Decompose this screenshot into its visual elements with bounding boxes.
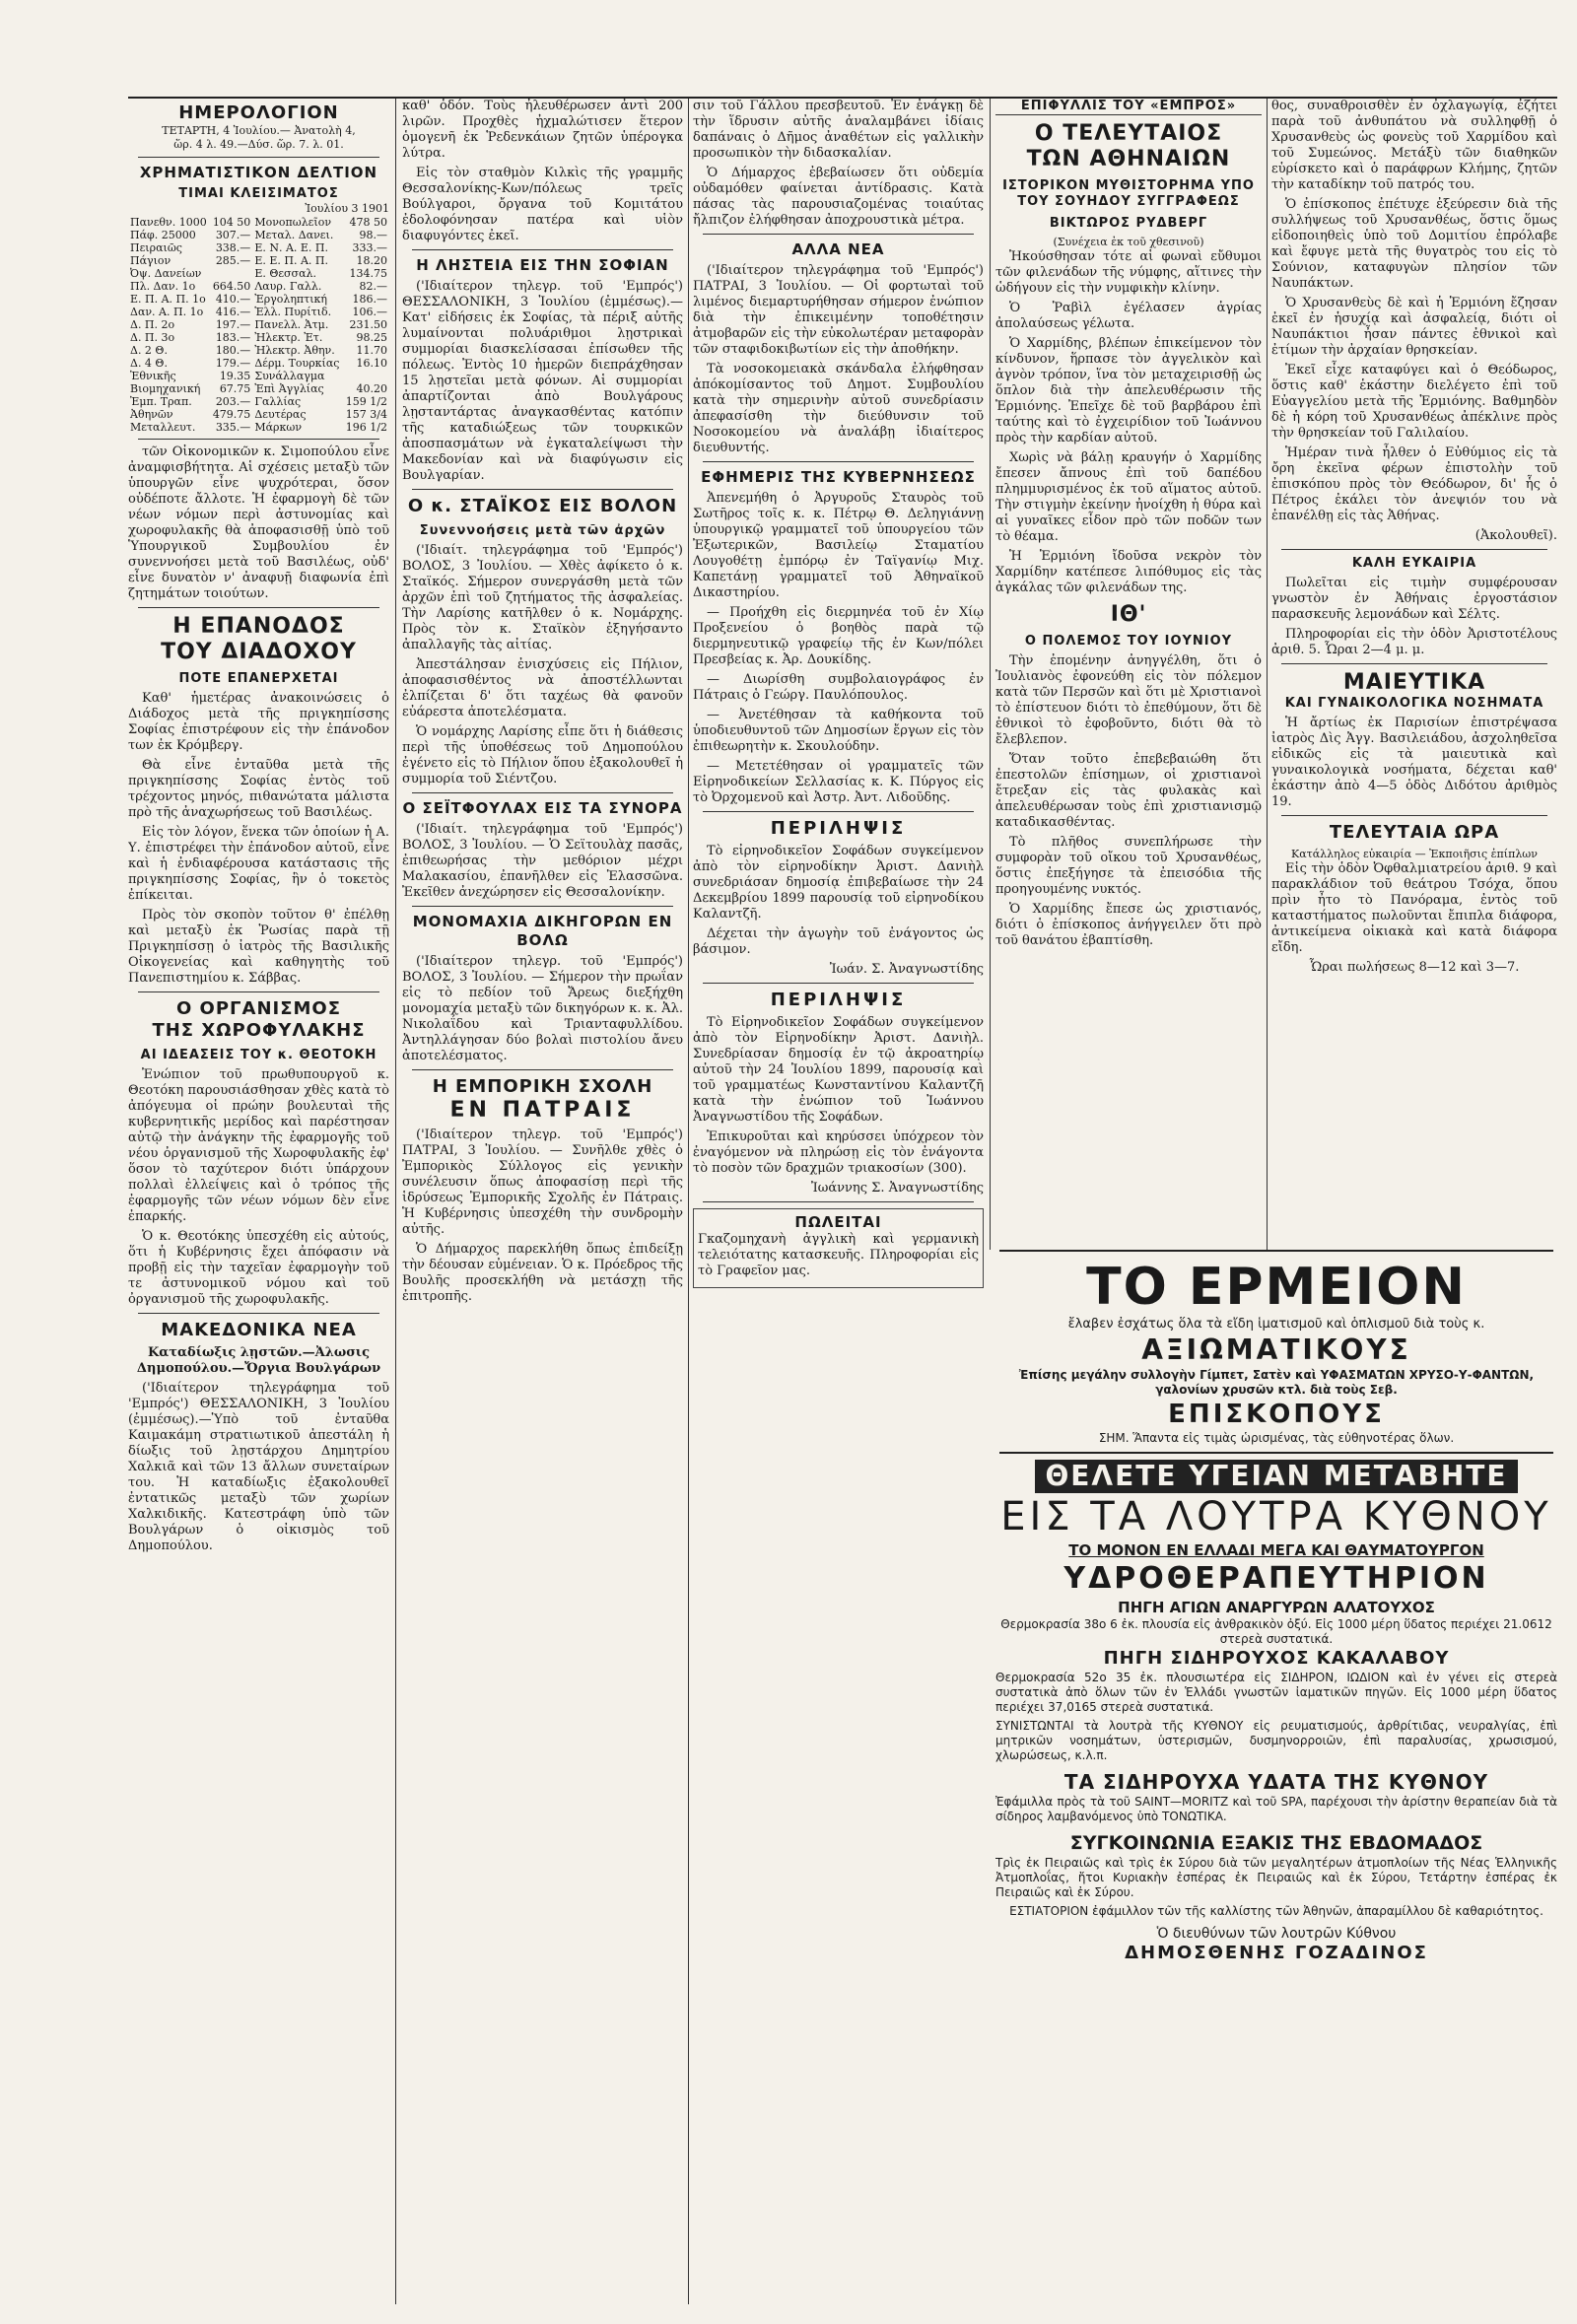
market-row: [128, 267, 389, 280]
ad-text: Ὧραι πωλήσεως 8—12 καὶ 3—7.: [1309, 960, 1520, 975]
market-row: [128, 408, 389, 421]
article-text: Ὁ Δήμαρχος ἐβεβαίωσεν ὅτι οὐδεμία οὐδαμόθεν φαίνεται ἀντίδρασις. Κατὰ πάσας τὰς παρουσιαζομένας τοιαύτας ἤλπιζον ἐλήφθησαν ἀποχρουστικὰ μέτρα.: [693, 166, 984, 228]
market-price: 335.—: [215, 421, 251, 434]
continuation-note: (Συνέχεια ἐκ τοῦ χθεσινοῦ): [1053, 236, 1204, 248]
date-line: ΤΕΤΑΡΤΗ, 4 Ἰουλίου.— Ἀνατολὴ 4,: [162, 124, 356, 137]
ad-title: ΤΕΛΕΥΤΑΙΑ ΩΡΑ: [1329, 822, 1500, 843]
market-price: 338.—: [215, 241, 251, 254]
article-text: Ὁ νομάρχης Λαρίσης εἶπε ὅτι ἡ διάθεσις περὶ τῆς ὑποθέσεως τοῦ Δημοπούλου ἐγένετο εἰς τὸ Πήλιον ὅπου ἐξακολουθεῖ ἡ συμμορία τοῦ Σιέντζου.: [402, 724, 683, 786]
market-row: [128, 370, 389, 382]
market-price: [210, 267, 252, 280]
article-text: Τὸ εἰρηνοδικεῖον Σοφάδων συγκείμενον ἀπὸ τὸν εἰρηνοδίκην Ἀριστ. Δανιὴλ συνεδριάσαν δημοσίᾳ ἐπιβεβαίωσε τὴν 24 Δεκεμβρίου 1899 παρουσίᾳ τοῦ εἰρηνοδίκου Καλαντζῆ.: [693, 844, 984, 922]
article-text: ('Ιδιαίτερον τηλεγράφημα τοῦ 'Εμπρός') ΠΑΤΡΑΙ, 3 Ἰουλίου. — Οἱ φορτωταὶ τοῦ λιμένος διεμαρτυρήθησαν σήμερον ἐνώπιον διὰ τὴν ἐπικειμένην τοποθέτησιν ἀτμοβαρῶν εἰς τὴν εὐκολωτέραν μεταφορὰν τῶν σταφιδοκιβωτίων εἰς τὴν ἀποθήκην.: [693, 263, 984, 357]
signature: Ἰωάννης Σ. Ἀναγνωστίδης: [810, 1181, 984, 1196]
market-row: [128, 293, 389, 306]
headline: ΜΟΝΟΜΑΧΙΑ ΔΙΚΗΓΟΡΩΝ ΕΝ ΒΟΛΩ: [412, 913, 673, 949]
market-security: Ἠλεκτρ. Ἐτ.: [254, 331, 323, 344]
article-text: τῶν Οἰκονομικῶν κ. Σιμοπούλου εἶνε ἀναμφισβήτητα. Αἱ σχέσεις μεταξὺ τῶν ὑπουργῶν εἶνε ψυχρότεραι, ὅσον οὐδέποτε ἄλλοτε. Ἡ ἐφαρμογὴ δὲ τῶν νέων νόμων περὶ ἀστυνομίας καὶ χωροφυλακῆς θὰ ἀποφασισθῇ ὑπὸ τοῦ Ὑπουργικοῦ Συμβουλίου ἐν συνεννοήσει μετὰ τοῦ Βασιλέως, οὐδ' εἶνε δυνατὸν ν' ἀναφυῇ διαφωνία ἐπὶ ζητημάτων τοιούτων.: [128, 444, 389, 601]
chapter-number: ΙΘ': [1110, 602, 1147, 627]
novel-title: Ο ΤΕΛΕΥΤΑΙΟΣ: [1034, 121, 1223, 146]
market-price: 197.—: [215, 318, 251, 331]
novel-title: ΤΩΝ ΑΘΗΝΑΙΩΝ: [1026, 147, 1231, 171]
article-text: Καθ' ἡμετέρας ἀνακοινώσεις ὁ Διάδοχος μετὰ τῆς πριγκηπίσσης Σοφίας ἐπιστρέφουν εἰς τὴν ἐπάνοδον των ἐκ Κρόμβεργ.: [128, 691, 389, 753]
article-text: ('Ιδιαίτερον τηλεγράφημα τοῦ 'Εμπρός') ΘΕΣΣΑΛΟΝΙΚΗ, 3 Ἰουλίου (ἐμμέσως).—Ὑπὸ τοῦ ἐνταῦθα Καιμακάμη στρατιωτικοῦ ἀπεστάλη ἡ δίωξις τοῦ λῃστάρχου Δημητρίου Χαλκιᾶ καὶ τῶν 13 ἄλλων συνεταίρων του. Ἡ καταδίωξις ἐξακολουθεῖ ἐντατικῶς μεταξὺ τῶν χωρίων Χαλκιδικῆς. Κατεστράφη ὑπὸ τῶν Βουλγάρων ὁ οἰκισμὸς τοῦ Δημοπούλου.: [128, 1381, 389, 1553]
ad-iron-waters: ΤΑ ΣΙΔΗΡΟΥΧΑ ΥΔΑΤΑ ΤΗΣ ΚΥΘΝΟΥ: [1063, 1770, 1489, 1794]
market-security: Μάρκων: [254, 421, 303, 434]
column-5: [1271, 99, 1557, 1222]
headline: Ο ΣΕΪΤΦΟΥΛΑΧ ΕΙΣ ΤΑ ΣΥΝΟΡΑ: [402, 799, 683, 817]
market-price: 82.—: [359, 280, 387, 293]
market-date: Ἰουλίου 3 1901: [305, 202, 389, 215]
ad-officers: ΑΞΙΩΜΑΤΙΚΟΥΣ: [1141, 1333, 1411, 1366]
ad-connection-text: Τρὶς ἐκ Πειραιῶς καὶ τρὶς ἐκ Σύρου διὰ τῶν μεγαλητέρων ἀτμοπλοίων τῆς Νέας Ἑλληνικῆς Ἀτμοπλοΐας, ἤτοι Κυριακὴν ἐσπέρας ἐκ Πειραιῶς καὶ ἐκ Σύρου, Τετάρτην ἑσπέρας ἐκ Πειραιῶς καὶ ἐκ Σύρου.: [995, 1856, 1557, 1899]
market-security: Πάφ. 25000: [130, 229, 196, 241]
market-price: 479.75: [212, 408, 251, 421]
market-security: Πανελλ. Ἀτμ.: [254, 318, 329, 331]
article-text: ('Ιδιαίτ. τηλεγράφημα τοῦ 'Εμπρός') ΒΟΛΟΣ, 3 Ἰουλίου. — Ὁ Σεϊτουλὰχ πασᾶς, ἐπιθεωρήσας τὴν μεθόριον μέχρι Μαλακασίου, ἐπανῆλθεν εἰς Ἐλασσῶνα. Ἐκεῖθεν ἀνεχώρησεν εἰς Θεσσαλονίκην.: [402, 822, 683, 900]
market-price: 307.—: [215, 229, 251, 241]
market-security: Μεταλλευτ.: [130, 421, 196, 434]
article-text: Πρὸς τὸν σκοπὸν τοῦτον θ' ἐπέλθῃ καὶ μεταξὺ ἐκ Ῥωσίας παρὰ τῇ Πριγκηπίσσῃ ὁ ἰατρὸς τῆς Βασιλικῆς Οἰκογενείας καὶ καθηγητὴς τοῦ Πανεπιστημίου κ. Σάββας.: [128, 908, 389, 986]
market-price: 18.20: [356, 254, 387, 267]
article-text: Τὸ πλῆθος συνεπλήρωσε τὴν συμφορὰν τοῦ οἴκου τοῦ Χρυσανθέως, ὅστις ἐπεξήγησε τὰ ἐπεισόδια τῆς προηγουμένης νυκτός.: [995, 835, 1262, 897]
headline: Ο κ. ΣΤΑΪΚΟΣ ΕΙΣ ΒΟΛΟΝ: [407, 496, 678, 516]
continuation-note: (Ἀκολουθεῖ).: [1474, 528, 1557, 543]
market-security: Λαυρ. Γαλλ.: [254, 280, 322, 293]
ad-ermeion-title: ΤΟ ΕΡΜΕΙΟΝ: [1086, 1258, 1467, 1317]
market-row: [128, 421, 389, 434]
market-row: [128, 331, 389, 344]
market-security: Ἠλεκτρ. Ἀθην.: [254, 344, 335, 357]
time-line: ὥρ. 4 λ. 49.—Δύσ. ὥρ. 7. λ. 01.: [173, 138, 344, 151]
article-text: Θὰ εἶνε ἐνταῦθα μετὰ τῆς πριγκηπίσσης Σοφίας ἐντὸς τοῦ τρέχοντος μηνός, πιθανώτατα μάλιστα πρὸ τῆς ἀναχωρήσεως τοῦ Βασιλέως.: [128, 758, 389, 820]
article-text: Ὁ ἐπίσκοπος ἐπέτυχε ἐξεύρεσιν διὰ τῆς συλλήψεως τοῦ Χρυσανθέως, ὅστις ὅμως εἰδοποιηθεὶς ὑπὸ τοῦ Δομιτίου ἐπρόλαβε καὶ ἔφυγε μετὰ τῆς θυγατρὸς του εἰς τὸ Σούνιον, καταφυγὼν πλησίον τῶν Ναυπάκτων.: [1271, 197, 1557, 291]
market-security: Ε. Ε. Π. Α. Π.: [254, 254, 328, 267]
ad-subtitle: Κατάλληλος εὐκαιρία — Ἐκποιῆσις ἐπίπλων: [1291, 848, 1538, 860]
column-rule: [395, 99, 396, 2304]
subheadline: ΑΙ ΙΔΕΑΣΕΙΣ ΤΟΥ κ. ΘΕΟΤΟΚΗ: [140, 1048, 377, 1062]
ad-spring-2: ΠΗΓΗ ΣΙΔΗΡΟΥΧΟΣ ΚΑΚΑΛΑΒΟΥ: [1103, 1648, 1450, 1669]
ad-unique: ΤΟ ΜΟΝΟΝ ΕΝ ΕΛΛΑΔΙ ΜΕΓΑ ΚΑΙ ΘΑΥΜΑΤΟΥΡΓΟΝ: [1068, 1541, 1484, 1559]
market-price: 157 3/4: [345, 408, 387, 421]
market-price: 416.—: [215, 306, 251, 318]
article-text: καθ' ὁδόν. Τοὺς ἠλευθέρωσεν ἀντὶ 200 λιρῶν. Προχθὲς ἠχμαλώτισεν ἕτερον ὁμογενῆ ἐκ Ῥεδενκάιων ζητῶν ὑπέρογκα λύτρα.: [402, 99, 683, 161]
ad-baths-title: ΕΙΣ ΤΑ ΛΟΥΤΡΑ ΚΥΘΝΟΥ: [1000, 1494, 1552, 1539]
market-price: 180.—: [215, 344, 251, 357]
market-price: 410.—: [215, 293, 251, 306]
market-price: 11.70: [356, 344, 387, 357]
article-text: Εἰς τὸν σταθμὸν Κιλκὶς τῆς γραμμῆς Θεσσαλονίκης-Κων/πόλεως τρεῖς Βούλγαροι, ὄργανα τοῦ Κομιτάτου ἐδολοφόνησαν πατέρα καὶ υἱὸν διαφυγόντες ἐκεῖ.: [402, 166, 683, 243]
market-security: Συνάλλαγμα: [254, 370, 325, 382]
article-text: Ὅταν τοῦτο ἐπεβεβαιώθη ὅτι ἐπεστολῶν ἐπίσημων, οἱ χριστιανοὶ ἔτρεξαν εἰς τὰς φυλακὰς καὶ ἀπελευθέρωσαν τοὺς ἐπὶ χριστιανισμῷ καταδικασθέντας.: [995, 752, 1262, 830]
ad-spring-2-text: Θερμοκρασία 52ο 35 ἐκ. πλουσιωτέρα εἰς ΣΙΔΗΡΟΝ, ΙΩΔΙΟΝ καὶ ἐν γένει εἰς στερεὰ συστατικὰ ἀπὸ ὅλων τῶν ἐν Ἑλλάδι γνωστῶν ἰαματικῶν πηγῶν. Εἰς 1000 μέρη ὕδατος περιέχει 37,0165 στερεὰ συστατικά.: [995, 1671, 1557, 1714]
article-text: σιν τοῦ Γάλλου πρεσβευτοῦ. Ἐν ἐνάγκῃ δὲ τὴν ἵδρυσιν αὐτῆς ἀναλαμβάνει ἰδίαις δαπάναις ὁ Δῆμος ἀναθέτων εἰς γαλλικὴν προσωπικὸν τὴν διδασκαλίαν.: [693, 99, 984, 161]
market-security: Γαλλίας: [254, 395, 302, 408]
ad-box: [693, 1208, 984, 1288]
ad-title: ΠΩΛΕΙΤΑΙ: [794, 1213, 882, 1231]
market-price: 98.—: [359, 229, 387, 241]
market-row: [128, 382, 389, 395]
column-1: [128, 103, 389, 2300]
ad-title: ΚΑΛΗ ΕΥΚΑΙΡΙΑ: [1351, 556, 1477, 571]
headline: Ο ΟΡΓΑΝΙΣΜΟΣ: [175, 998, 342, 1019]
ad-text: Πωλεῖται εἰς τιμὴν συμφέρουσαν γνωστὸν ἐν Ἀθήναις ἐργοστάσιον παρασκευῆς λεμονάδων καὶ Σέλτς.: [1271, 576, 1557, 622]
market-security: Δαν. Α. Π. 1ο: [130, 306, 204, 318]
market-price: 285.—: [215, 254, 251, 267]
headline: Η ΕΠΑΝΟΔΟΣ: [172, 614, 345, 639]
market-row: [128, 357, 389, 370]
market-price: 231.50: [349, 318, 387, 331]
article-text: Τὸ Εἰρηνοδικεῖον Σοφάδων συγκείμενον ἀπὸ τὸν Εἰρηνοδίκην Ἀριστ. Δανιὴλ. Συνεδρίασαν δημοσίᾳ ἐν τῷ ἀκροατηρίῳ αὐτοῦ τὴν 24 Ἰουλίου 1899, παρουσίᾳ καὶ τοῦ γραμματέως Κωνσταντίνου Καλαντζῆ κατὰ τὴν ἐνώπιον τοῦ Ἰωάννου Ἀναγνωστίδου τῆς Σοφάδων.: [693, 1015, 984, 1125]
market-title: ΧΡΗΜΑΤΙΣΤΙΚΟΝ ΔΕΛΤΙΟΝ: [139, 164, 378, 181]
article-text: Ἐπικυροῦται καὶ κηρύσσει ὑπόχρεον τὸν ἐναγόμενον νὰ πληρώσῃ εἰς τὸν ἐνάγοντα τὸ ποσὸν τῶν δραχμῶν τριακοσίων (300).: [693, 1129, 984, 1176]
market-row: [128, 280, 389, 293]
subheadline: ΠΟΤΕ ΕΠΑΝΕΡΧΕΤΑΙ: [178, 671, 339, 686]
headline: ΤΟΥ ΔΙΑΔΟΧΟΥ: [161, 640, 357, 664]
market-security: Πανεθν. 1000: [130, 216, 207, 229]
novel-author: ΒΙΚΤΩΡΟΣ ΡΥΔΒΕΡΓ: [1049, 216, 1208, 231]
novel-subtitle: ΙΣΤΟΡΙΚΟΝ ΜΥΘΙΣΤΟΡΗΜΑ ΥΠΟ ΤΟΥ ΣΟΥΗΔΟΥ ΣΥΓΓΡΑΦΕΩΣ: [1002, 178, 1255, 209]
article-text: Εἰς τὸν λόγον, ἕνεκα τῶν ὁποίων ἡ Α. Υ. ἐπιστρέφει τὴν ἐπάνοδον αὐτοῦ, εἶνε καὶ ἡ ἐνδιαφέρουσα κατάστασις τῆς πριγκηπίσσης Σοφίας, ἣν ὁ τοκετὸς ἐπίκειται.: [128, 825, 389, 903]
ad-health-title: ΘΕΛΕΤΕ ΥΓΕΙΑΝ ΜΕΤΑΒΗΤΕ: [1035, 1460, 1518, 1493]
article-text: θος, συναθροισθὲν ἐν ὀχλαγωγίᾳ, ἐζήτει παρὰ τοῦ ἀνθυπάτου νὰ συλληφθῇ ὁ Χρυσανθεὺς ὡς φονεὺς τοῦ Χαρμίδου καὶ τοῦ Συμεώνος. Μετάξὺ τῶν διαθηκῶν εὑρίσκετο καὶ ὁ παράφρων Κλήμης, ζητῶν τὴν καταδίκην τοῦ πατρός του.: [1271, 99, 1557, 192]
column-4: [995, 99, 1262, 1222]
article-subtitle: Καταδίωξις λῃστῶν.—Ἀλωσις Δημοπούλου.—Ὄργια Βουλγάρων: [136, 1345, 381, 1376]
column-2: [402, 99, 683, 2296]
market-price: 664.50: [212, 280, 251, 293]
headline: ΠΕΡΙΛΗΨΙΣ: [770, 990, 907, 1010]
article-text: ('Ιδιαίτ. τηλεγράφημα τοῦ 'Εμπρός') ΒΟΛΟΣ, 3 Ἰουλίου. — Χθὲς ἀφίκετο ὁ κ. Σταϊκός. Σήμερον συνεργάσθη μετὰ τῶν ἀρχῶν ἐπὶ τοῦ ζητήματος τῆς ἀσφαλείας. Τὴν Λαρίσης κατῆλθεν ὁ κ. Νομάρχης. Πρὸς τὸν κ. Σταϊκὸν ἐξηγήσαντο ἀπαλλαγῆς τὰς αἰτίας.: [402, 543, 683, 652]
market-row: [128, 216, 389, 229]
ad-director-name: ΔΗΜΟΣΘΕΝΗΣ ΓΟΖΑΔΙΝΟΣ: [1125, 1943, 1428, 1963]
market-security: Ἐθνικῆς: [130, 370, 176, 382]
ad-subtitle: ΚΑΙ ΓΥΝΑΙΚΟΛΟΓΙΚΑ ΝΟΣΗΜΑΤΑ: [1284, 696, 1544, 711]
article-text: Ἐκεῖ εἶχε καταφύγει καὶ ὁ Θεόδωρος, ὅστις καθ' ἑκάστην διελέγετο ἐπὶ τοῦ Εὐαγγελίου μετὰ τῆς Ἑρμιόνης. Βαθμηδὸν δὲ ἡ κόρη τοῦ Χρυσανθέως ἀπέκλινε πρὸς τὴν θρησκείαν τοῦ Γαλιλαίου.: [1271, 363, 1557, 441]
market-price: 186.—: [352, 293, 387, 306]
article-text: — Διωρίσθη συμβολαιογράφος ἐν Πάτραις ὁ Γεώργ. Παυλόπουλος.: [693, 672, 984, 703]
market-price: 478 50: [349, 216, 387, 229]
article-text: Ἀπενεμήθη ὁ Ἀργυροῦς Σταυρὸς τοῦ Σωτῆρος τοῖς κ. κ. Πέτρῳ Θ. Δεληγιάννῃ ὑπουργικῷ γραμματεῖ τοῦ ὑπουργείου τῶν Ἐξωτερικῶν, Βασιλείῳ Σταματίου Λουγοθέτῃ ἐμπόρῳ ἐν Ταϊγανίῳ Μιχ. Καπετάνῃ γραμματεῖ τοῦ Ἀθηναϊκοῦ Δικαστηρίου.: [693, 491, 984, 600]
market-price: 134.75: [349, 267, 387, 280]
ad-director-label: Ὁ διευθύνων τῶν λουτρῶν Κύθνου: [1156, 1926, 1397, 1942]
market-price: 67.75: [219, 382, 251, 395]
ad-ermeion-sub: ἔλαβεν ἐσχάτως ὅλα τὰ εἴδη ἱματισμοῦ καὶ ὁπλισμοῦ διὰ τοὺς κ.: [1067, 1317, 1485, 1332]
ad-recommended: ΣΥΝΙΣΤΩΝΤΑΙ τὰ λουτρὰ τῆς ΚΥΘΝΟΥ εἰς ρευματισμούς, ἀρθρίτιδας, νευραλγίας, ἐπὶ μητρικῶν νοσημάτων, ὑστερισμῶν, δυσμηνορροιῶν, ἐπὶ παραλυσίας, χρωσισμού, χλωρώσεως, κ.λ.π.: [995, 1719, 1557, 1762]
ad-title: ΜΑΙΕΥΤΙΚΑ: [1342, 670, 1486, 695]
article-text: Δέχεται τὴν ἀγωγὴν τοῦ ἐνάγοντος ὡς βάσιμον.: [693, 926, 984, 957]
ad-bishops-note: ΣΗΜ. Ἅπαντα εἰς τιμὰς ὡρισμένας, τὰς εὐθηνοτέρας ὅλων.: [1098, 1431, 1455, 1445]
market-security: Δέρμ. Τουρκίας: [254, 357, 340, 370]
headline: ΤΗΣ ΧΩΡΟΦΥΛΑΚΗΣ: [152, 1020, 366, 1041]
ad-text: Πληροφορίαι εἰς τὴν ὁδὸν Ἀριστοτέλους ἀριθ. 5. Ὧραι 2—4 μ. μ.: [1271, 627, 1557, 657]
market-security: Ἀθηνῶν: [130, 408, 173, 421]
signature: Ἰωάν. Σ. Ἀναγνωστίδης: [829, 962, 984, 977]
market-security: Ἐμπ. Τραπ.: [130, 395, 192, 408]
market-security: Δ. Π. 3ο: [130, 331, 175, 344]
article-text: Ἡ Ἑρμιόνη ἴδοῦσα νεκρὸν τὸν Χαρμίδην κατέπεσε λιπόθυμος εἰς τὰς ἀγκάλας τῶν φιλενάδων της.: [995, 549, 1262, 595]
article-text: — Μετετέθησαν οἱ γραμματεῖς τῶν Εἰρηνοδικείων Σελλασίας κ. Κ. Πύργος εἰς τὸ Ὀρχομενοῦ καὶ Ἀστρ. Ἀντ. Λιδοῦδης.: [693, 759, 984, 805]
ad-restaurant: ΕΣΤΙΑΤΟΡΙΟΝ ἐφάμιλλον τῶν τῆς καλλίστης τῶν Ἀθηνῶν, ἀπαραμίλλου δὲ καθαριότητος.: [1009, 1904, 1543, 1918]
market-security: Πάγιον: [130, 254, 171, 267]
headline: ΕΝ ΠΑΤΡΑΙΣ: [449, 1098, 636, 1123]
market-security: Ἐργοληπτική: [254, 293, 328, 306]
market-row: [128, 229, 389, 241]
market-security: Ε. Π. Α. Π. 1ο: [130, 293, 206, 306]
headline: ΕΦΗΜΕΡΙΣ ΤΗΣ ΚΥΒΕΡΝΗΣΕΩΣ: [701, 468, 976, 486]
article-text: ('Ιδιαίτερον τηλεγρ. τοῦ 'Εμπρός') ΘΕΣΣΑΛΟΝΙΚΗ, 3 Ἰουλίου (ἐμμέσως).—Κατ' εἰδήσεις ἐκ Σοφίας, τὰ πέριξ αὐτῆς λυμαίνονται πολυάριθμοι λῃστρικαὶ συμμορίαι διασκελίσασαι ἐπίσωθεν τῆς πόλεως. Ἐντὸς 10 ἡμερῶν διεπράχθησαν 15 λῃστεῖαι μετὰ φόνων. Αἱ συμμορίαι ἀπαρτίζονται ἀπὸ Βουλγάρους λῃσταντάρτας ἀναγκασθέντας κατόπιν τῆς καταδιώξεως τῶν τουρκικῶν ἀποσπασμάτων νὰ ἐγκαταλείψωσι τὴν Μακεδονίαν καὶ νὰ διαφύγωσιν εἰς Βουλγαρίαν.: [402, 279, 683, 483]
chapter-title: Ο ΠΟΛΕΜΟΣ ΤΟΥ ΙΟΥΝΙΟΥ: [1024, 634, 1233, 649]
market-security: Δ. 4 Θ.: [130, 357, 168, 370]
column-3: [693, 99, 984, 2296]
column-rule: [990, 99, 991, 1250]
market-price: [343, 370, 389, 382]
market-row: [128, 241, 389, 254]
article-text: Τὰ νοσοκομειακὰ σκάνδαλα ἐλήφθησαν ἀπόκομίσαντος τοῦ Δημοτ. Συμβουλίου κατὰ τὴν σημερινὴν αὐτοῦ συνεδρίασιν ἀπεφασίσθη τὴν διεύθυνσιν τοῦ Νοσοκομείου νὰ ἀναλάβῃ ἰδιαίτερος διευθυντής.: [693, 362, 984, 455]
market-price: 40.20: [356, 382, 387, 395]
article-text: Ἐνώπιον τοῦ πρωθυπουργοῦ κ. Θεοτόκη παρουσιάσθησαν χθὲς κατὰ τὸ ἀπόγευμα οἱ πρώην βουλευταὶ τῆς κυβερνητικῆς μερίδος καὶ παρέστησαν αὐτῷ τὴν ἀνάγκην τῆς ἐφαρμογῆς τοῦ νέου ὀργανισμοῦ τῆς Χωροφυλακῆς ἐφ' ὅσον τὸ ταχύτερον διότι ὑπάρχουν πολλαὶ ἐλλείψεις καὶ ὁ τρόπος τῆς ἐφαρμογῆς τῶν νέων νόμων δὲν εἶνε ἐπαρκής.: [128, 1067, 389, 1224]
article-text: Ὁ κ. Θεοτόκης ὑπεσχέθη εἰς αὐτούς, ὅτι ἡ Κυβέρνησις ἔχει ἀπόφασιν νὰ προβῇ εἰς τὴν ταχεῖαν ἐφαρμογὴν τοῦ τε ἀστυνομικοῦ νόμου καὶ τοῦ ὀργανισμοῦ τῆς χωροφυλακῆς.: [128, 1229, 389, 1307]
market-row: [128, 344, 389, 357]
market-price: 183.—: [215, 331, 251, 344]
market-security: Πειραιῶς: [130, 241, 182, 254]
market-price: 98.25: [356, 331, 387, 344]
ad-officers-sub: Ἐπίσης μεγάλην συλλογὴν Γίμπετ, Σατὲν καὶ ΥΦΑΣΜΑΤΩΝ ΧΡΥΣΟ-Υ-ΦΑΝΤΩΝ, γαλονίων χρυσῶν κτλ. διὰ τοὺς Σεβ.: [1018, 1368, 1535, 1397]
ad-bishops: ΕΠΙΣΚΟΠΟΥΣ: [1168, 1400, 1385, 1429]
article-text: ('Ιδιαίτερον τηλεγρ. τοῦ 'Εμπρός') ΒΟΛΟΣ, 3 Ἰουλίου. — Σήμερον τὴν πρωΐαν εἰς τὸ πεδίον τοῦ Ἄρεως διεξήχθη μονομαχία μεταξὺ τῶν δικηγόρων κ. κ. Ἀλ. Νικολαΐδου καὶ Τριανταφυλλίδου. Ἀντηλλάγησαν δύο βολαὶ πιστολίου ἄνευ ἀποτελέσματος.: [402, 954, 683, 1063]
market-price: 159 1/2: [345, 395, 387, 408]
market-security: Δευτέρας: [254, 408, 307, 421]
masthead-title: ΗΜΕΡΟΛΟΓΙΟΝ: [178, 103, 339, 123]
market-price: 19.35: [219, 370, 251, 382]
subheadline: Συνεννοήσεις μετὰ τῶν ἀρχῶν: [419, 523, 666, 538]
market-price: 104 50: [212, 216, 251, 229]
ad-iron-waters-text: Ἐφάμιλλα πρὸς τὰ τοῦ SAINT—MORITZ καὶ τοῦ SPA, παρέχουσι τὴν ἀρίστην θεραπείαν διὰ τὰ σίδηρος λαμβανόμενος ὑπὸ ΤΟΝΩΤΙΚΑ.: [995, 1795, 1557, 1823]
article-text: — Προήχθη εἰς διερμηνέα τοῦ ἐν Χίῳ Προξενείου ὁ βοηθὸς παρὰ τῷ διερμηνευτικῷ γραφείῳ τῆς ἐν Κων/πόλει Πρεσβείας κ. Ἀρ. Δουκίδης.: [693, 605, 984, 667]
market-price: 333.—: [352, 241, 387, 254]
article-text: Χωρὶς νὰ βάλῃ κραυγήν ὁ Χαρμίδης ἔπεσεν ἄπνους ἐπὶ τοῦ δαπέδου πλημμυρισμένος ἐκ τοῦ αἵματος αὐτοῦ. Τὴν στιγμὴν ἐκείνην ἠνοίχθη ἡ θύρα καὶ αἱ γυναῖκες εἶδον πρὸ τῶν ποδῶν των τὸ θέαμα.: [995, 450, 1262, 544]
headline: ΑΛΛΑ ΝΕΑ: [791, 240, 885, 258]
article-text: Ἡμέραν τινὰ ἦλθεν ὁ Εὐθύμιος εἰς τὰ ὄρη ἐκεῖνα φέρων ἐπιστολὴν τοῦ ἐπισκόπου πρὸς τὸν Θεόδωρον, δι' ἧς ὁ Πέτρος ἐκάλει τὸν ἀνεψιόν του νὰ ἐπανέλθῃ εἰς τὰς Ἀθήνας.: [1271, 445, 1557, 523]
market-row: [128, 318, 389, 331]
article-text: Ἠκούσθησαν τότε αἱ φωναὶ εὔθυμοι τῶν φιλενάδων τῆς νύμφης, αἵτινες τὴν ὡδήγουν εἰς τὴν νυμφικὴν κλίνην.: [995, 249, 1262, 296]
market-price: 16.10: [356, 357, 387, 370]
market-security: Δ. Π. 2ο: [130, 318, 175, 331]
market-row: [128, 306, 389, 318]
article-text: Ὁ Δήμαρχος παρεκλήθη ὅπως ἐπιδείξῃ τὴν δέουσαν εὐμένειαν. Ὁ κ. Πρόεδρος τῆς Βουλῆς προσεκλήθη νὰ μετάσχῃ τῆς ἐπιτροπῆς.: [402, 1242, 683, 1304]
market-security: Μονοπωλεῖον: [254, 216, 331, 229]
market-subtitle: ΤΙΜΑΙ ΚΛΕΙΣΙΜΑΤΟΣ: [178, 186, 339, 201]
article-text: Ὁ Ῥαβὶλ ἐγέλασεν ἀγρίας ἀπολαύσεως γέλωτα.: [995, 301, 1262, 331]
market-row: [128, 395, 389, 408]
article-text: Ὁ Χαρμίδης ἔπεσε ὡς χριστιανός, διότι ὁ ἐπίσκοπος ἀνήγγειλεν ὅτι πρὸ τοῦ θανάτου ἐβαπτίσθη.: [995, 902, 1262, 948]
ad-text: Εἰς τὴν ὁδὸν Ὀφθαλμιατρείου ἀριθ. 9 καὶ παρακλάδιον τοῦ θεάτρου Τσόχα, ὅπου πρὶν ἦτο τὸ Πανόραμα, ἐντὸς τοῦ καταστήματος πωλοῦνται ἔπιπλα διάφορα, ἀντικείμενα οἰκιακὰ καὶ κατὰ διάφορα εἴδη.: [1271, 861, 1557, 955]
headline: ΠΕΡΙΛΗΨΙΣ: [770, 818, 907, 839]
market-price: 196 1/2: [345, 421, 387, 434]
market-security: Ἑλλ. Πυρίτιδ.: [254, 306, 332, 318]
market-row: [128, 254, 389, 267]
market-price: 203.—: [215, 395, 251, 408]
ad-hydrotherapy: ΥΔΡΟΘΕΡΑΠΕΥΤΗΡΙΟΝ: [1063, 1561, 1489, 1596]
article-text: ('Ιδιαίτερον τηλεγρ. τοῦ 'Εμπρός') ΠΑΤΡΑΙ, 3 Ἰουλίου. — Συνῆλθε χθὲς ὁ Ἐμπορικὸς Σύλλογος εἰς γενικὴν συνέλευσιν ὅπως ἀποφασίσῃ περὶ τῆς ἱδρύσεως Ἐμπορικῆς Σχολῆς ἐν Πάτραις. Ἡ Κυβέρνησις ὑπεσχέθη τὴν συνδρομὴν αὐτῆς.: [402, 1128, 683, 1237]
market-table: [128, 216, 389, 434]
ad-text: Γκαζομηχανὴ ἀγγλικὴ καὶ γερμανικὴ τελειότατης κατασκευῆς. Πληροφορίαι εἰς τὸ Γραφεῖον μας.: [698, 1232, 979, 1278]
market-security: Ε. Θεσσαλ.: [254, 267, 316, 280]
feuilleton-header: ΕΠΙΦΥΛΛΙΣ ΤΟΥ «ΕΜΠΡΟΣ»: [995, 99, 1262, 115]
ad-spring-1: ΠΗΓΗ ΑΓΙΩΝ ΑΝΑΡΓΥΡΩΝ ΑΛΑΤΟΥΧΟΣ: [1118, 1599, 1435, 1616]
column-rule: [1267, 99, 1268, 1250]
market-security: Ἐπὶ Ἀγγλίας: [254, 382, 324, 395]
ad-connection: ΣΥΓΚΟΙΝΩΝΙΑ ΕΞΑΚΙΣ ΤΗΣ ΕΒΔΟΜΑΔΟΣ: [1069, 1832, 1483, 1854]
article-text: Ὁ Χρυσανθεὺς δὲ καὶ ἡ Ἑρμιόνη ἔζησαν ἐκεῖ ἐν ἡσυχίᾳ καὶ ἀσφαλείᾳ, διότι οἱ Ναυπάκτιοι ἦσαν πάντες ἐθνικοὶ καὶ ἐτίμων τὴν ἀρχαίαν θρησκείαν.: [1271, 296, 1557, 358]
market-security: Πλ. Δαν. 1ο: [130, 280, 196, 293]
headline: Η ΕΜΠΟΡΙΚΗ ΣΧΟΛΗ: [432, 1076, 653, 1097]
market-security: Μεταλ. Δανει.: [254, 229, 334, 241]
article-text: Ἀπεστάλησαν ἐνισχύσεις εἰς Πήλιον, ἀποφασισθέντος νὰ ἀποστέλλωνται ἐλπίζεται δ' ὅτι ταχέως θὰ φανοῦν εὐάρεστα ἀποτελέσματα.: [402, 657, 683, 719]
article-text: Τὴν ἐπομένην ἀνηγγέλθη, ὅτι ὁ Ἰουλιανὸς ἐφονεύθη εἰς τὸν πόλεμον κατὰ τῶν Περσῶν καὶ ὅτι μὲ Χριστιανοὶ τὸ ἐπίστευον διότι τὸ ἐπεθύμουν, ὅτι δὲ ἐθνικοὶ τὸ ἐφοβοῦντο, διότι θὰ τὸ ἔλεβλεπον.: [995, 653, 1262, 747]
headline: ΜΑΚΕΔΟΝΙΚΑ ΝΕΑ: [161, 1320, 357, 1340]
market-price: 106.—: [352, 306, 387, 318]
ad-spring-1-text: Θερμοκρασία 38ο 6 ἐκ. πλουσία εἰς ἀνθρακικὸν ὀξύ. Εἰς 1000 μέρη ὕδατος περιέχει 21.0612 στερεὰ συστατικά.: [1000, 1617, 1552, 1646]
headline: Η ΛΗΣΤΕΙΑ ΕΙΣ ΤΗΝ ΣΟΦΙΑΝ: [416, 256, 669, 274]
market-security: Βιομηχανική: [130, 382, 201, 395]
market-security: Δ. 2 Θ.: [130, 344, 168, 357]
article-text: — Ἀνετέθησαν τὰ καθήκοντα τοῦ ὑποδιευθυντοῦ τῶν Δημοσίων ἔργων εἰς τὸν ἐπιθεωρητὴν κ. Σκουλούδην.: [693, 708, 984, 754]
article-text: Ὁ Χαρμίδης, βλέπων ἐπικείμενον τὸν κίνδυνον, ἥρπασε τὸν ἀγγελικὸν καὶ ἀγνὸν τρόπον, ἵνα τὸν μεταχειρισθῇ ὡς ὅπλον διὰ τὴν ἀπελευθέρωσιν τῆς Ἑρμιόνης. Ἐπεῖχε δὲ τοῦ βαρβάρου ἐπὶ ταύτης καὶ τὸ ἐγχειρίδιον τοῦ Ἰωάννου πρὸς τὴν καρδίαν αὐτοῦ.: [995, 336, 1262, 445]
ad-text: Ἡ ἄρτίως ἐκ Παρισίων ἐπιστρέψασα ἰατρὸς Δὶς Ἀγγ. Βασιλειάδου, ἀσχοληθεῖσα εἰδικῶς εἰς τὰ μαιευτικὰ καὶ γυναικολογικὰ νοσήματα, δέχεται καθ' ἑκάστην ἀπὸ 4—5 ὁδὸς Διδότου ἀριθμὸς 19.: [1271, 716, 1557, 809]
market-security: Ὀψ. Δανείων: [130, 267, 202, 280]
market-price: 179.—: [215, 357, 251, 370]
market-security: Ε. Ν. Α. Ε. Π.: [254, 241, 329, 254]
ads-block: [995, 1244, 1557, 2303]
column-rule: [688, 99, 689, 2304]
